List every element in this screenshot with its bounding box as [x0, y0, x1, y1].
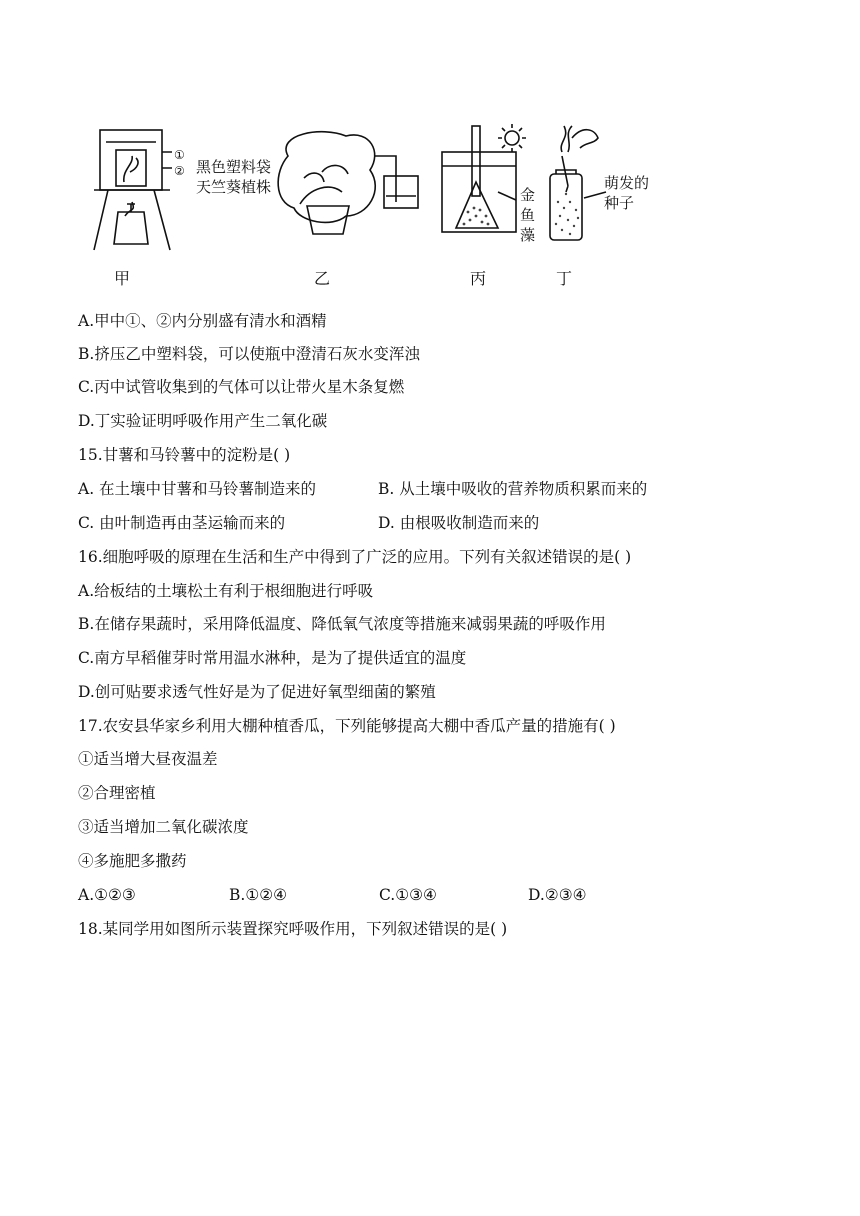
q17-stem: 17.农安县华家乡利用大棚种植香瓜，下列能够提高大棚中香瓜产量的措施有( ): [78, 717, 616, 735]
caption-jia: 甲: [114, 269, 131, 288]
q14-option-a: A.甲中①、②内分别盛有清水和酒精: [78, 312, 327, 330]
caption-ding: 丁: [556, 269, 573, 288]
q16-option-c: C.南方早稻催芽时常用温水淋种，是为了提供适宜的温度: [78, 649, 467, 667]
label-goldfish-3: 藻: [520, 226, 536, 244]
q17-item-2: ②合理密植: [78, 784, 156, 802]
q15-option-a: A. 在土壤中甘薯和马铃薯制造来的: [78, 480, 317, 498]
q15-stem: 15.甘薯和马铃薯中的淀粉是( ): [78, 446, 291, 464]
q17-option-c: C.①③④: [379, 886, 437, 904]
q15-option-c: C. 由叶制造再由茎运输而来的: [78, 514, 286, 532]
label-seeds-1: 萌发的: [604, 174, 650, 192]
q17-item-4: ④多施肥多撒药: [78, 852, 187, 870]
label-seeds-2: 种子: [604, 194, 635, 212]
label-goldfish-1: 金: [520, 186, 536, 204]
label-circle-1: ①: [174, 148, 185, 162]
q18-stem: 18.某同学用如图所示装置探究呼吸作用，下列叙述错误的是( ): [78, 920, 508, 938]
label-black-bag: 黑色塑料袋: [196, 158, 272, 176]
q16-option-b: B.在储存果蔬时，采用降低温度、降低氧气浓度等措施来减弱果蔬的呼吸作用: [78, 615, 606, 633]
label-goldfish-2: 鱼: [520, 206, 536, 224]
q14-option-b: B.挤压乙中塑料袋，可以使瓶中澄清石灰水变浑浊: [78, 345, 420, 363]
label-circle-2: ②: [174, 164, 185, 178]
q14-option-c: C.丙中试管收集到的气体可以让带火星木条复燃: [78, 378, 405, 396]
q16-option-a: A.给板结的土壤松土有利于根细胞进行呼吸: [78, 582, 374, 600]
caption-yi: 乙: [314, 269, 331, 288]
q17-option-d: D.②③④: [528, 886, 587, 904]
q14-option-d: D.丁实验证明呼吸作用产生二氧化碳: [78, 412, 328, 430]
label-plant: 天竺葵植株: [196, 178, 272, 196]
q15-option-d: D. 由根吸收制造而来的: [378, 514, 540, 532]
caption-bing: 丙: [470, 269, 487, 288]
q17-option-a: A.①②③: [78, 886, 136, 904]
q16-stem: 16.细胞呼吸的原理在生活和生产中得到了广泛的应用。下列有关叙述错误的是( ): [78, 548, 632, 566]
q15-option-b: B. 从土壤中吸收的营养物质积累而来的: [378, 480, 648, 498]
q17-item-3: ③适当增加二氧化碳浓度: [78, 818, 249, 836]
q16-option-d: D.创可贴要求透气性好是为了促进好氧型细菌的繁殖: [78, 683, 436, 701]
q17-option-b: B.①②④: [229, 886, 288, 904]
experiment-figure: [78, 112, 650, 300]
q17-item-1: ①适当增大昼夜温差: [78, 750, 218, 768]
